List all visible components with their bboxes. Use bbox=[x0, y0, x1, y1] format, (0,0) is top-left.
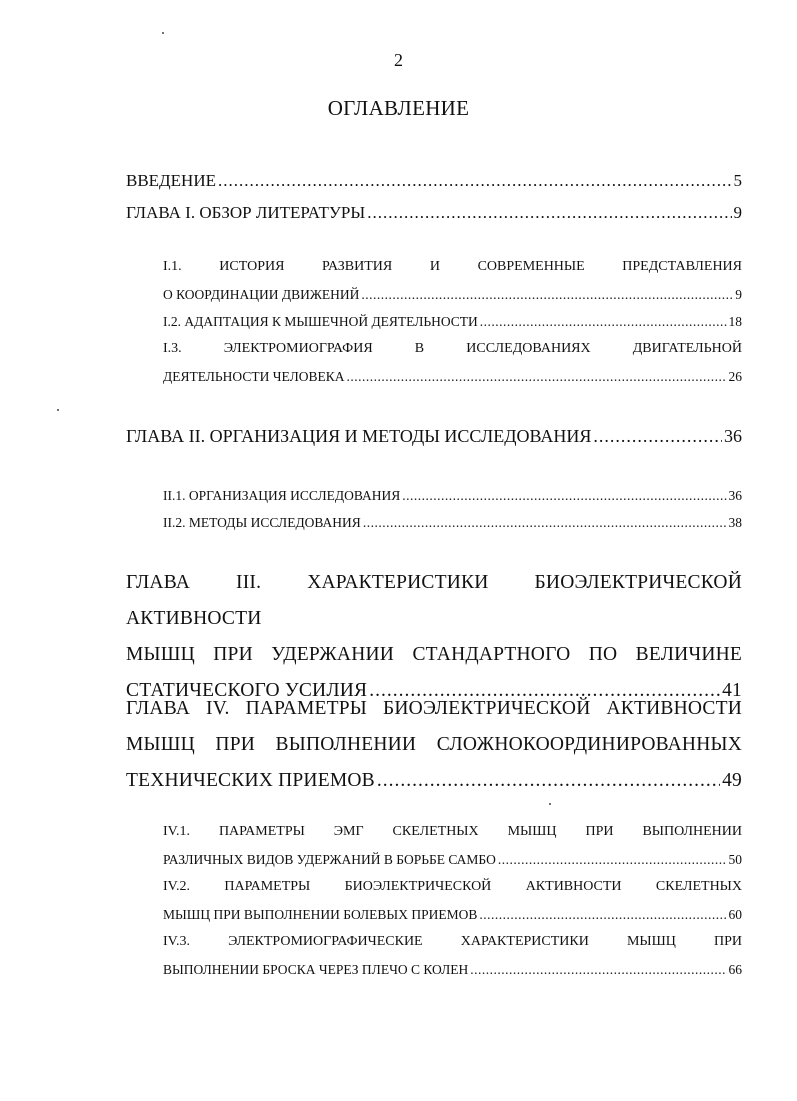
entry-page-number: 41 bbox=[722, 680, 742, 701]
scan-speck bbox=[162, 32, 164, 34]
entry-page-number: 66 bbox=[728, 961, 742, 977]
entry-title-line-2: ВЫПОЛНЕНИИ БРОСКА ЧЕРЕЗ ПЛЕЧО С КОЛЕН bbox=[163, 961, 469, 977]
entry-page-number: 9 bbox=[733, 203, 742, 222]
toc-entry-chapter-4[interactable] bbox=[126, 691, 742, 799]
entry-page-number: 50 bbox=[728, 851, 742, 867]
toc-title: ОГЛАВЛЕНИЕ bbox=[327, 96, 470, 120]
entry-title-line-2: ДЕЯТЕЛЬНОСТИ ЧЕЛОВЕКА bbox=[163, 368, 345, 384]
dot-leader bbox=[361, 281, 733, 309]
entry-title: ВВЕДЕНИЕ bbox=[126, 171, 216, 190]
entry-page-number: 36 bbox=[724, 426, 742, 446]
entry-page-number: 38 bbox=[728, 515, 742, 530]
toc-entry-introduction[interactable] bbox=[126, 165, 742, 197]
dot-leader bbox=[593, 420, 722, 452]
entry-title-line-2: МЫШЦ ПРИ УДЕРЖАНИИ СТАНДАРТНОГО ПО ВЕЛИЧИНЕ bbox=[126, 644, 742, 665]
toc-entry-section-1-1[interactable] bbox=[163, 253, 742, 308]
entry-title-line-1: ГЛАВА III. ХАРАКТЕРИСТИКИ БИОЭЛЕКТРИЧЕСКОЙ АКТИВНОСТИ bbox=[126, 572, 742, 629]
entry-title: ГЛАВА II. ОРГАНИЗАЦИЯ И МЕТОДЫ ИССЛЕДОВАНИЯ bbox=[126, 426, 592, 446]
entry-page-number: 18 bbox=[728, 314, 742, 329]
toc-entry-section-1-3[interactable] bbox=[163, 335, 742, 390]
scan-speck bbox=[549, 803, 551, 805]
dot-leader bbox=[470, 956, 726, 984]
toc-entry-section-1-2[interactable] bbox=[163, 308, 742, 336]
page-number: 2 bbox=[394, 50, 403, 70]
entry-title-line-2: МЫШЦ ПРИ ВЫПОЛНЕНИИ БОЛЕВЫХ ПРИЕМОВ bbox=[163, 906, 478, 922]
dot-leader bbox=[498, 846, 727, 874]
dot-leader bbox=[346, 363, 726, 391]
toc-entry-section-4-1[interactable] bbox=[163, 818, 742, 873]
entry-title-line-1: I.1. ИСТОРИЯ РАЗВИТИЯ И СОВРЕМЕННЫЕ ПРЕДСТАВЛЕНИЯ bbox=[163, 259, 742, 274]
entry-title-line-3: СТАТИЧЕСКОГО УСИЛИЯ bbox=[126, 680, 368, 701]
entry-title-line-1: IV.2. ПАРАМЕТРЫ БИОЭЛЕКТРИЧЕСКОЙ АКТИВНОСТИ СКЕЛЕТНЫХ bbox=[163, 879, 742, 894]
toc-entry-section-4-2[interactable] bbox=[163, 873, 742, 928]
entry-title: II.2. МЕТОДЫ ИССЛЕДОВАНИЯ bbox=[163, 515, 361, 530]
toc-entry-chapter-1[interactable] bbox=[126, 197, 742, 229]
entry-title: ГЛАВА I. ОБЗОР ЛИТЕРАТУРЫ bbox=[126, 203, 366, 222]
entry-title-line-2: РАЗЛИЧНЫХ ВИДОВ УДЕРЖАНИЙ В БОРЬБЕ САМБО bbox=[163, 851, 496, 867]
dot-leader bbox=[218, 165, 732, 197]
toc-entry-section-2-2[interactable] bbox=[163, 509, 742, 537]
entry-title-line-1: I.3. ЭЛЕКТРОМИОГРАФИЯ В ИССЛЕДОВАНИЯХ ДВИГАТЕЛЬНОЙ bbox=[163, 341, 742, 356]
entry-page-number: 5 bbox=[733, 171, 742, 190]
toc-entry-chapter-3[interactable] bbox=[126, 565, 742, 709]
toc-entry-section-4-3[interactable] bbox=[163, 928, 742, 983]
entry-page-number: 9 bbox=[735, 286, 742, 302]
entry-title-line-2: МЫШЦ ПРИ ВЫПОЛНЕНИИ СЛОЖНОКООРДИНИРОВАННЫХ bbox=[126, 734, 742, 755]
entry-page-number: 49 bbox=[722, 770, 742, 791]
dot-leader bbox=[377, 763, 720, 799]
entry-title: I.2. АДАПТАЦИЯ К МЫШЕЧНОЙ ДЕЯТЕЛЬНОСТИ bbox=[163, 314, 478, 329]
toc-entry-section-2-1[interactable] bbox=[163, 482, 742, 510]
entry-title-line-2: О КООРДИНАЦИИ ДВИЖЕНИЙ bbox=[163, 286, 360, 302]
entry-page-number: 26 bbox=[728, 368, 742, 384]
entry-page-number: 36 bbox=[728, 488, 742, 503]
entry-title-line-1: ГЛАВА IV. ПАРАМЕТРЫ БИОЭЛЕКТРИЧЕСКОЙ АКТИВНОСТИ bbox=[126, 698, 742, 719]
entry-title-line-1: IV.1. ПАРАМЕТРЫ ЭМГ СКЕЛЕТНЫХ МЫШЦ ПРИ ВЫПОЛНЕНИИ bbox=[163, 824, 742, 839]
entry-page-number: 60 bbox=[728, 906, 742, 922]
dot-leader bbox=[479, 901, 726, 929]
entry-title-line-1: IV.3. ЭЛЕКТРОМИОГРАФИЧЕСКИЕ ХАРАКТЕРИСТИКИ МЫШЦ ПРИ bbox=[163, 934, 742, 949]
entry-title-line-3: ТЕХНИЧЕСКИХ ПРИЕМОВ bbox=[126, 770, 375, 791]
dot-leader bbox=[367, 197, 731, 229]
dot-leader bbox=[402, 482, 726, 510]
entry-title: II.1. ОРГАНИЗАЦИЯ ИССЛЕДОВАНИЯ bbox=[163, 488, 401, 503]
scan-speck bbox=[57, 409, 59, 411]
toc-entry-chapter-2[interactable] bbox=[126, 420, 742, 452]
dot-leader bbox=[480, 308, 727, 336]
dot-leader bbox=[363, 509, 727, 537]
